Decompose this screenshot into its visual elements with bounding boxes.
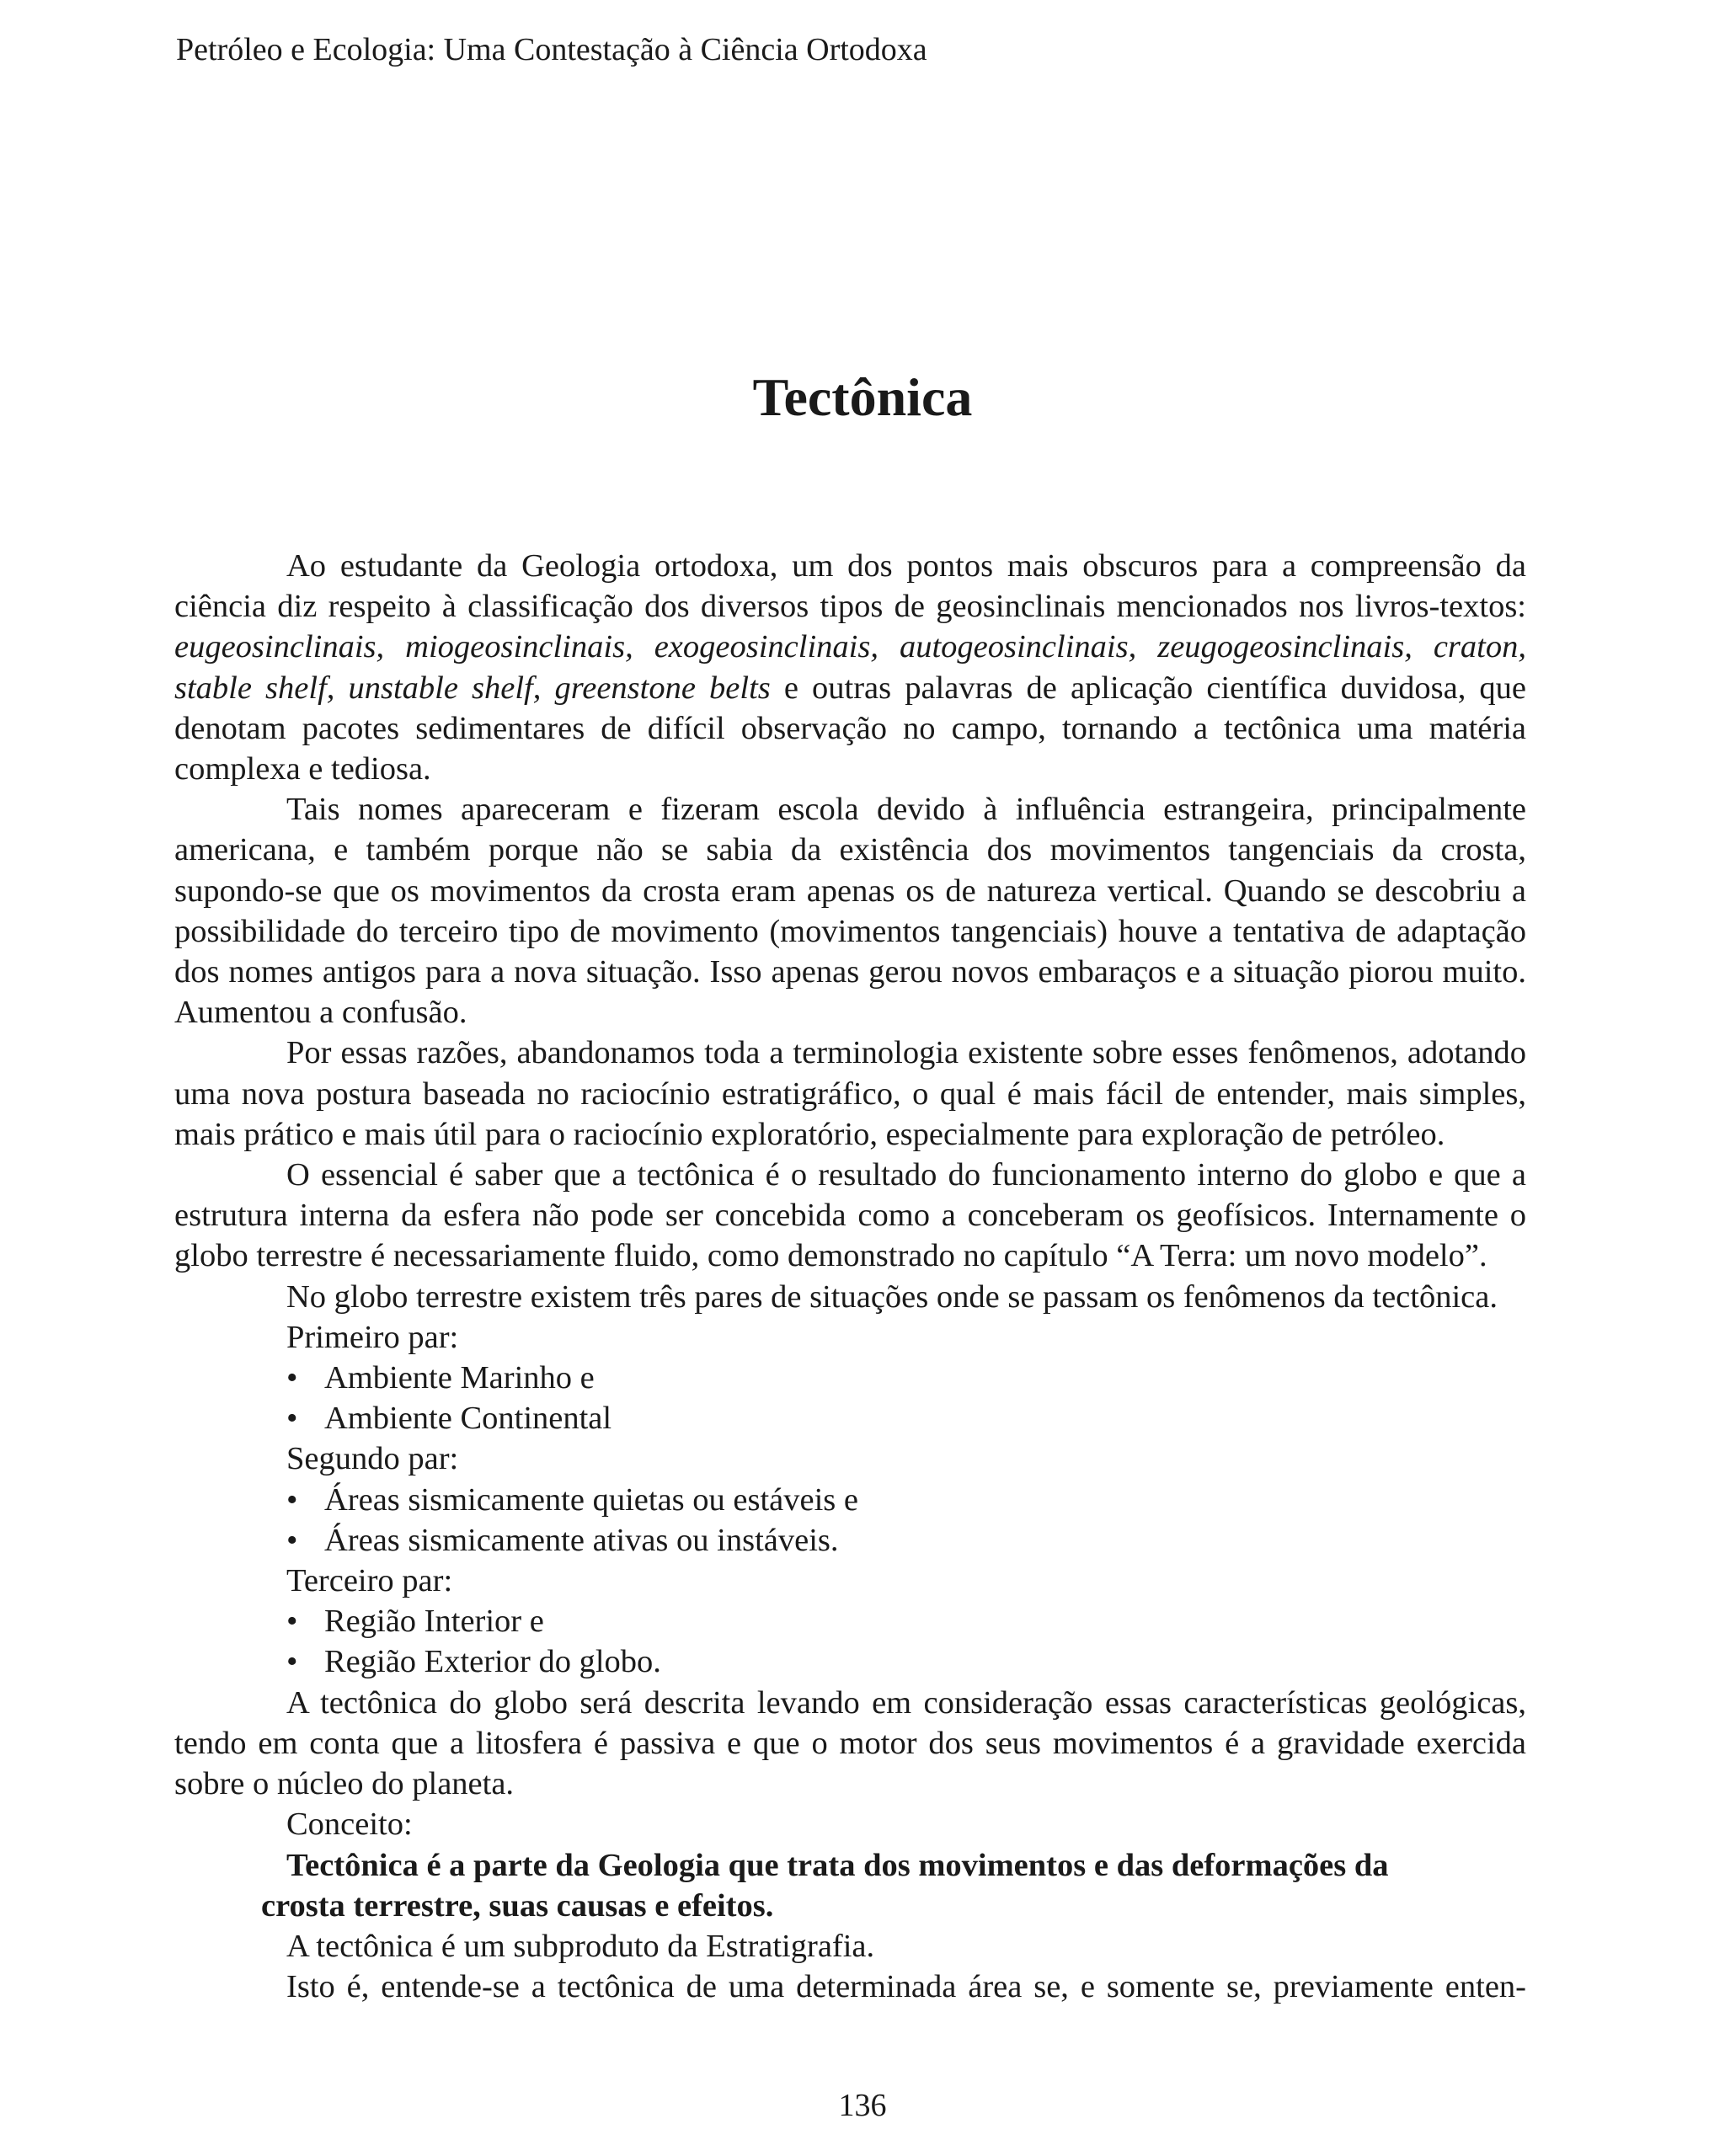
- list-item-text: Áreas sismicamente quietas ou estáveis e: [324, 1481, 858, 1518]
- paragraph: Tais nomes apareceram e fizeram escola devido à influência estrangeira, principalmente americana, e também porque não se sabia da existência dos movimentos tangenciais da crosta, supondo-se que os movimentos da crosta eram apenas os de natureza vertical. Quando se descobriu a possibilidade do terceiro tipo de movimento (movimentos tangenciais) houve a tentativa de adaptação dos nomes antigos para a nova situação. Isso apenas gerou novos embaraços e a situação piorou muito. Aumentou a confusão.: [174, 792, 1526, 1031]
- bullet-icon: •: [286, 1360, 298, 1396]
- concept-label: Conceito:: [286, 1806, 413, 1843]
- list-item-text: Região Interior e: [324, 1604, 544, 1640]
- list-item-text: Áreas sismicamente ativas ou instáveis.: [324, 1522, 839, 1558]
- list-item: [174, 1398, 1526, 1438]
- bullet-icon: •: [286, 1522, 298, 1558]
- chapter-title: Tectônica: [752, 367, 973, 427]
- pair-label: Primeiro par:: [286, 1319, 459, 1355]
- bullet-icon: •: [286, 1481, 298, 1518]
- page-number: 136: [838, 2088, 887, 2123]
- pair-label: Terceiro par:: [286, 1563, 453, 1599]
- definition-line: crosta terrestre, suas causas e efeitos.: [261, 1887, 774, 1924]
- running-header: Petróleo e Ecologia: Uma Contestação à Ciência Ortodoxa: [176, 32, 927, 67]
- list-item-text: Ambiente Marinho e: [324, 1360, 595, 1396]
- paragraph: No globo terrestre existem três pares de situações onde se passam os fenômenos da tectônica.: [286, 1278, 1498, 1315]
- list-item: [174, 1358, 1526, 1398]
- list-item-text: Região Exterior do globo.: [324, 1644, 661, 1680]
- bullet-icon: •: [286, 1401, 298, 1437]
- definition-line: Tectônica é a parte da Geologia que trata dos movimentos e das deformações da: [286, 1847, 1389, 1883]
- definition: [174, 1845, 1526, 1926]
- pair-label: Segundo par:: [286, 1441, 459, 1477]
- paragraph: A tectônica é um subproduto da Estratigrafia.: [286, 1928, 875, 1964]
- paragraph-text: e outras palavras de aplicação científica duvidosa, que denotam pacotes sedimentares de difícil observação no campo, tornando a tectônica uma matéria complexa e tediosa.: [174, 670, 1526, 787]
- body-text: [174, 546, 1526, 2007]
- italic-terms: eugeosinclinais, miogeosinclinais, exogeosinclinais, autogeosinclinais, zeugogeosinclinais, craton, stable shelf, unstable shelf, greenstone belts: [174, 629, 1526, 706]
- list-item: [174, 1601, 1526, 1641]
- paragraph: A tectônica do globo será descrita levando em consideração essas características geológicas, tendo em conta que a litosfera é passiva e que o motor dos seus movimentos é a gravidade exercida sobre o núcleo do planeta.: [174, 1684, 1526, 1802]
- paragraph: Por essas razões, abandonamos toda a terminologia existente sobre esses fenômenos, adotando uma nova postura baseada no raciocínio estratigráfico, o qual é mais fácil de entender, mais simples, mais prático e mais útil para o raciocínio exploratório, especialmente para exploração de petróleo.: [174, 1035, 1526, 1152]
- list-item: [174, 1641, 1526, 1682]
- list-item: [174, 1480, 1526, 1520]
- bullet-icon: •: [286, 1644, 298, 1680]
- paragraph-text: Ao estudante da Geologia ortodoxa, um dos pontos mais obscuros para a compreensão da ciência diz respeito à classificação dos diversos tipos de geosinclinais mencionados nos livros-textos:: [174, 548, 1526, 625]
- paragraph: Isto é, entende-se a tectônica de uma determinada área se, e somente se, previamente enten-: [286, 1969, 1526, 2005]
- list-item: [174, 1520, 1526, 1561]
- paragraph: O essencial é saber que a tectônica é o resultado do funcionamento interno do globo e que a estrutura interna da esfera não pode ser concebida como a conceberam os geofísicos. Internamente o globo terrestre é necessariamente fluido, como demonstrado no capítulo “A Terra: um novo modelo”.: [174, 1157, 1526, 1274]
- list-item-text: Ambiente Continental: [324, 1401, 612, 1437]
- paragraph: [174, 546, 1526, 789]
- bullet-icon: •: [286, 1604, 298, 1640]
